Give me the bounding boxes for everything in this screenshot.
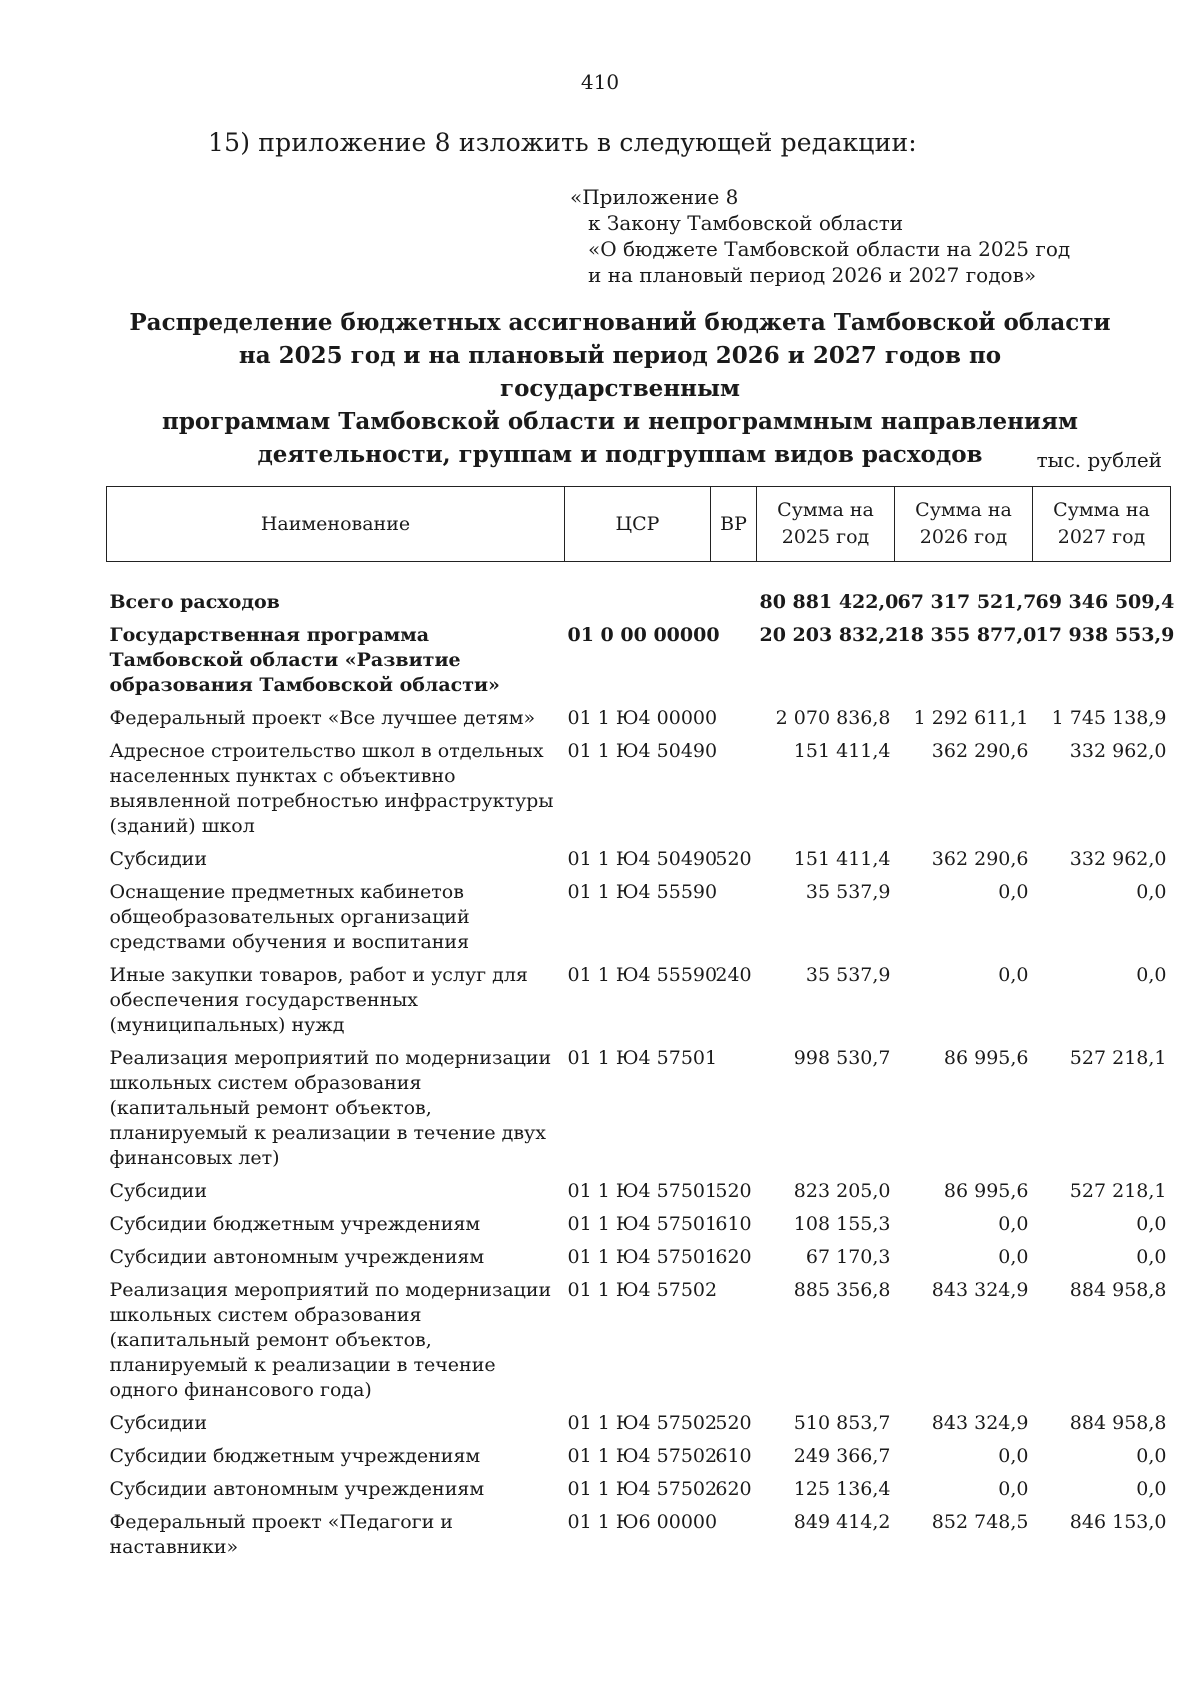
- row-csr: [565, 586, 711, 619]
- row-name: Реализация мероприятий по модернизации школьных систем образования (капитальный ремонт объектов, планируемый к реализации в течение одного финансового года): [109, 1279, 552, 1401]
- row-sum-2026: 0,0: [998, 964, 1029, 986]
- row-name: Реализация мероприятий по модернизации школьных систем образования (капитальный ремонт объектов, планируемый к реализации в течение двух финансовых лет): [109, 1047, 552, 1169]
- row-csr: 01 1 Ю4 57502: [567, 1445, 718, 1467]
- row-sum-2027: 0,0: [1136, 1478, 1167, 1500]
- header-sum-2027: [1033, 487, 1171, 562]
- row-name: Адресное строительство школ в отдельных населенных пунктах с объективно выявленной потребностью инфраструктуры (зданий) школ: [109, 740, 554, 837]
- row-sum-2027: 1 745 138,9: [1051, 707, 1167, 729]
- row-sum-2026: 0,0: [998, 1478, 1029, 1500]
- table-row: [107, 735, 1171, 843]
- row-sum-2026: 0,0: [998, 1445, 1029, 1467]
- row-vr: [711, 735, 757, 843]
- table-row: [107, 586, 1171, 619]
- row-name: Государственная программа Тамбовской области «Развитие образования Тамбовской области»: [109, 624, 500, 696]
- appendix-line: «Приложение 8: [570, 185, 739, 209]
- row-sum-2027: 0,0: [1136, 1213, 1167, 1235]
- row-vr: [711, 1042, 757, 1175]
- row-vr: [711, 1506, 757, 1564]
- row-sum-2027: 0,0: [1136, 964, 1167, 986]
- table-row: [107, 1274, 1171, 1407]
- row-sum-2025: 125 136,4: [793, 1478, 891, 1500]
- row-sum-2025: 998 530,7: [793, 1047, 891, 1069]
- row-sum-2025: 885 356,8: [793, 1279, 891, 1301]
- row-sum-2025: 80 881 422,0: [759, 591, 899, 613]
- row-sum-2026: 362 290,6: [931, 740, 1029, 762]
- row-sum-2025: 35 537,9: [805, 964, 891, 986]
- row-csr: 01 1 Ю4 57502: [567, 1478, 718, 1500]
- table-row: [107, 959, 1171, 1042]
- row-sum-2026: 1 292 611,1: [913, 707, 1029, 729]
- row-sum-2027: 332 962,0: [1069, 740, 1167, 762]
- header-sum-2026-line: 2026 год: [919, 526, 1008, 548]
- table-body: [107, 562, 1175, 1565]
- header-vr: ВР: [711, 487, 757, 562]
- row-sum-2027: 69 346 509,4: [1035, 591, 1175, 613]
- header-sum-2025-line: Сумма на: [777, 499, 874, 521]
- row-sum-2027: 0,0: [1136, 1246, 1167, 1268]
- row-sum-2026: 0,0: [998, 881, 1029, 903]
- header-sum-2026: [895, 487, 1033, 562]
- row-sum-2027: 0,0: [1136, 881, 1167, 903]
- table-header-row: [107, 487, 1171, 562]
- header-sum-2026-line: Сумма на: [915, 499, 1012, 521]
- row-name: Субсидии автономным учреждениям: [109, 1246, 485, 1268]
- appendix-reference: [570, 184, 1070, 288]
- row-sum-2026: 86 995,6: [943, 1047, 1029, 1069]
- row-name: Федеральный проект «Все лучшее детям»: [109, 707, 536, 729]
- appendix-line: к Закону Тамбовской области: [588, 211, 904, 235]
- table-row: [107, 843, 1171, 876]
- table-row: [107, 1042, 1171, 1175]
- row-sum-2026: 67 317 521,7: [897, 591, 1037, 613]
- row-csr: 01 1 Ю4 57501: [567, 1246, 718, 1268]
- budget-table: [106, 486, 1175, 1564]
- row-vr: 620: [715, 1246, 752, 1268]
- row-sum-2027: 884 958,8: [1069, 1279, 1167, 1301]
- row-csr: 01 1 Ю4 57501: [567, 1213, 718, 1235]
- row-name: Иные закупки товаров, работ и услуг для обеспечения государственных (муниципальных) нужд: [109, 964, 528, 1036]
- row-sum-2025: 849 414,2: [793, 1511, 891, 1533]
- document-title: [120, 306, 1120, 471]
- row-sum-2025: 35 537,9: [805, 881, 891, 903]
- row-csr: 01 1 Ю6 00000: [567, 1511, 718, 1533]
- row-vr: [711, 876, 757, 959]
- row-csr: 01 1 Ю4 00000: [567, 707, 718, 729]
- table-row: [107, 1473, 1171, 1506]
- row-sum-2026: 0,0: [998, 1213, 1029, 1235]
- row-csr: 01 1 Ю4 55590: [567, 964, 718, 986]
- table-row: [107, 876, 1171, 959]
- row-vr: [711, 702, 757, 735]
- row-sum-2026: 362 290,6: [931, 848, 1029, 870]
- table-row: [107, 619, 1171, 702]
- table-spacer: [107, 562, 1171, 587]
- page-number: 410: [580, 70, 620, 94]
- row-sum-2027: 846 153,0: [1069, 1511, 1167, 1533]
- row-vr: 520: [715, 1180, 752, 1202]
- table-row: [107, 1241, 1171, 1274]
- header-sum-2025-line: 2025 год: [781, 526, 870, 548]
- header-sum-2027-line: Сумма на: [1053, 499, 1150, 521]
- table-row: [107, 1175, 1171, 1208]
- row-csr: 01 0 00 00000: [567, 624, 720, 646]
- appendix-line: «О бюджете Тамбовской области на 2025 год: [588, 237, 1071, 261]
- row-name: Субсидии: [109, 848, 207, 870]
- appendix-line: и на плановый период 2026 и 2027 годов»: [588, 263, 1037, 287]
- table-row: [107, 1407, 1171, 1440]
- intro-text: 15) приложение 8 изложить в следующей редакции:: [208, 128, 917, 157]
- row-sum-2026: 0,0: [998, 1246, 1029, 1268]
- header-name: Наименование: [107, 487, 565, 562]
- row-sum-2025: 823 205,0: [793, 1180, 891, 1202]
- table-row: [107, 1208, 1171, 1241]
- row-vr: 520: [715, 848, 752, 870]
- row-sum-2027: 17 938 553,9: [1035, 624, 1175, 646]
- row-sum-2025: 67 170,3: [805, 1246, 891, 1268]
- row-sum-2026: 86 995,6: [943, 1180, 1029, 1202]
- row-csr: 01 1 Ю4 57501: [567, 1180, 718, 1202]
- row-name: Федеральный проект «Педагоги и наставники»: [109, 1511, 453, 1558]
- table-row: [107, 1506, 1171, 1564]
- header-csr: ЦСР: [565, 487, 711, 562]
- row-sum-2025: 151 411,4: [793, 740, 891, 762]
- header-sum-2027-line: 2027 год: [1057, 526, 1146, 548]
- row-sum-2027: 527 218,1: [1069, 1180, 1167, 1202]
- row-vr: 610: [715, 1213, 752, 1235]
- row-csr: 01 1 Ю4 57502: [567, 1279, 718, 1301]
- unit-label: тыс. рублей: [1036, 448, 1162, 472]
- row-sum-2027: 884 958,8: [1069, 1412, 1167, 1434]
- title-line: деятельности, группам и подгруппам видов расходов: [257, 441, 983, 468]
- row-sum-2027: 0,0: [1136, 1445, 1167, 1467]
- row-sum-2027: 527 218,1: [1069, 1047, 1167, 1069]
- row-sum-2026: 18 355 877,0: [897, 624, 1037, 646]
- row-name: Субсидии бюджетным учреждениям: [109, 1213, 481, 1235]
- row-name: Субсидии автономным учреждениям: [109, 1478, 485, 1500]
- row-sum-2026: 852 748,5: [931, 1511, 1029, 1533]
- row-csr: 01 1 Ю4 57501: [567, 1047, 718, 1069]
- row-sum-2027: 332 962,0: [1069, 848, 1167, 870]
- row-vr: [711, 586, 757, 619]
- row-sum-2025: 510 853,7: [793, 1412, 891, 1434]
- row-vr: 240: [715, 964, 752, 986]
- row-name: Субсидии: [109, 1412, 207, 1434]
- row-csr: 01 1 Ю4 57502: [567, 1412, 718, 1434]
- row-name: Всего расходов: [109, 591, 280, 613]
- title-line: программам Тамбовской области и непрограммным направлениям: [162, 408, 1078, 435]
- row-vr: 610: [715, 1445, 752, 1467]
- title-line: Распределение бюджетных ассигнований бюджета Тамбовской области: [129, 309, 1111, 336]
- row-sum-2026: 843 324,9: [931, 1412, 1029, 1434]
- row-csr: 01 1 Ю4 55590: [567, 881, 718, 903]
- header-sum-2025: [757, 487, 895, 562]
- row-sum-2025: 20 203 832,2: [759, 624, 899, 646]
- row-csr: 01 1 Ю4 50490: [567, 848, 718, 870]
- row-name: Оснащение предметных кабинетов общеобразовательных организаций средствами обучения и воспитания: [109, 881, 470, 953]
- row-sum-2025: 108 155,3: [793, 1213, 891, 1235]
- row-sum-2025: 249 366,7: [793, 1445, 891, 1467]
- row-vr: [711, 1274, 757, 1407]
- row-sum-2026: 843 324,9: [931, 1279, 1029, 1301]
- row-name: Субсидии: [109, 1180, 207, 1202]
- row-sum-2025: 151 411,4: [793, 848, 891, 870]
- title-line: на 2025 год и на плановый период 2026 и 2027 годов по государственным: [238, 342, 1002, 402]
- row-vr: 620: [715, 1478, 752, 1500]
- row-sum-2025: 2 070 836,8: [775, 707, 891, 729]
- row-csr: 01 1 Ю4 50490: [567, 740, 718, 762]
- table-row: [107, 702, 1171, 735]
- row-name: Субсидии бюджетным учреждениям: [109, 1445, 481, 1467]
- table-row: [107, 1440, 1171, 1473]
- row-vr: 520: [715, 1412, 752, 1434]
